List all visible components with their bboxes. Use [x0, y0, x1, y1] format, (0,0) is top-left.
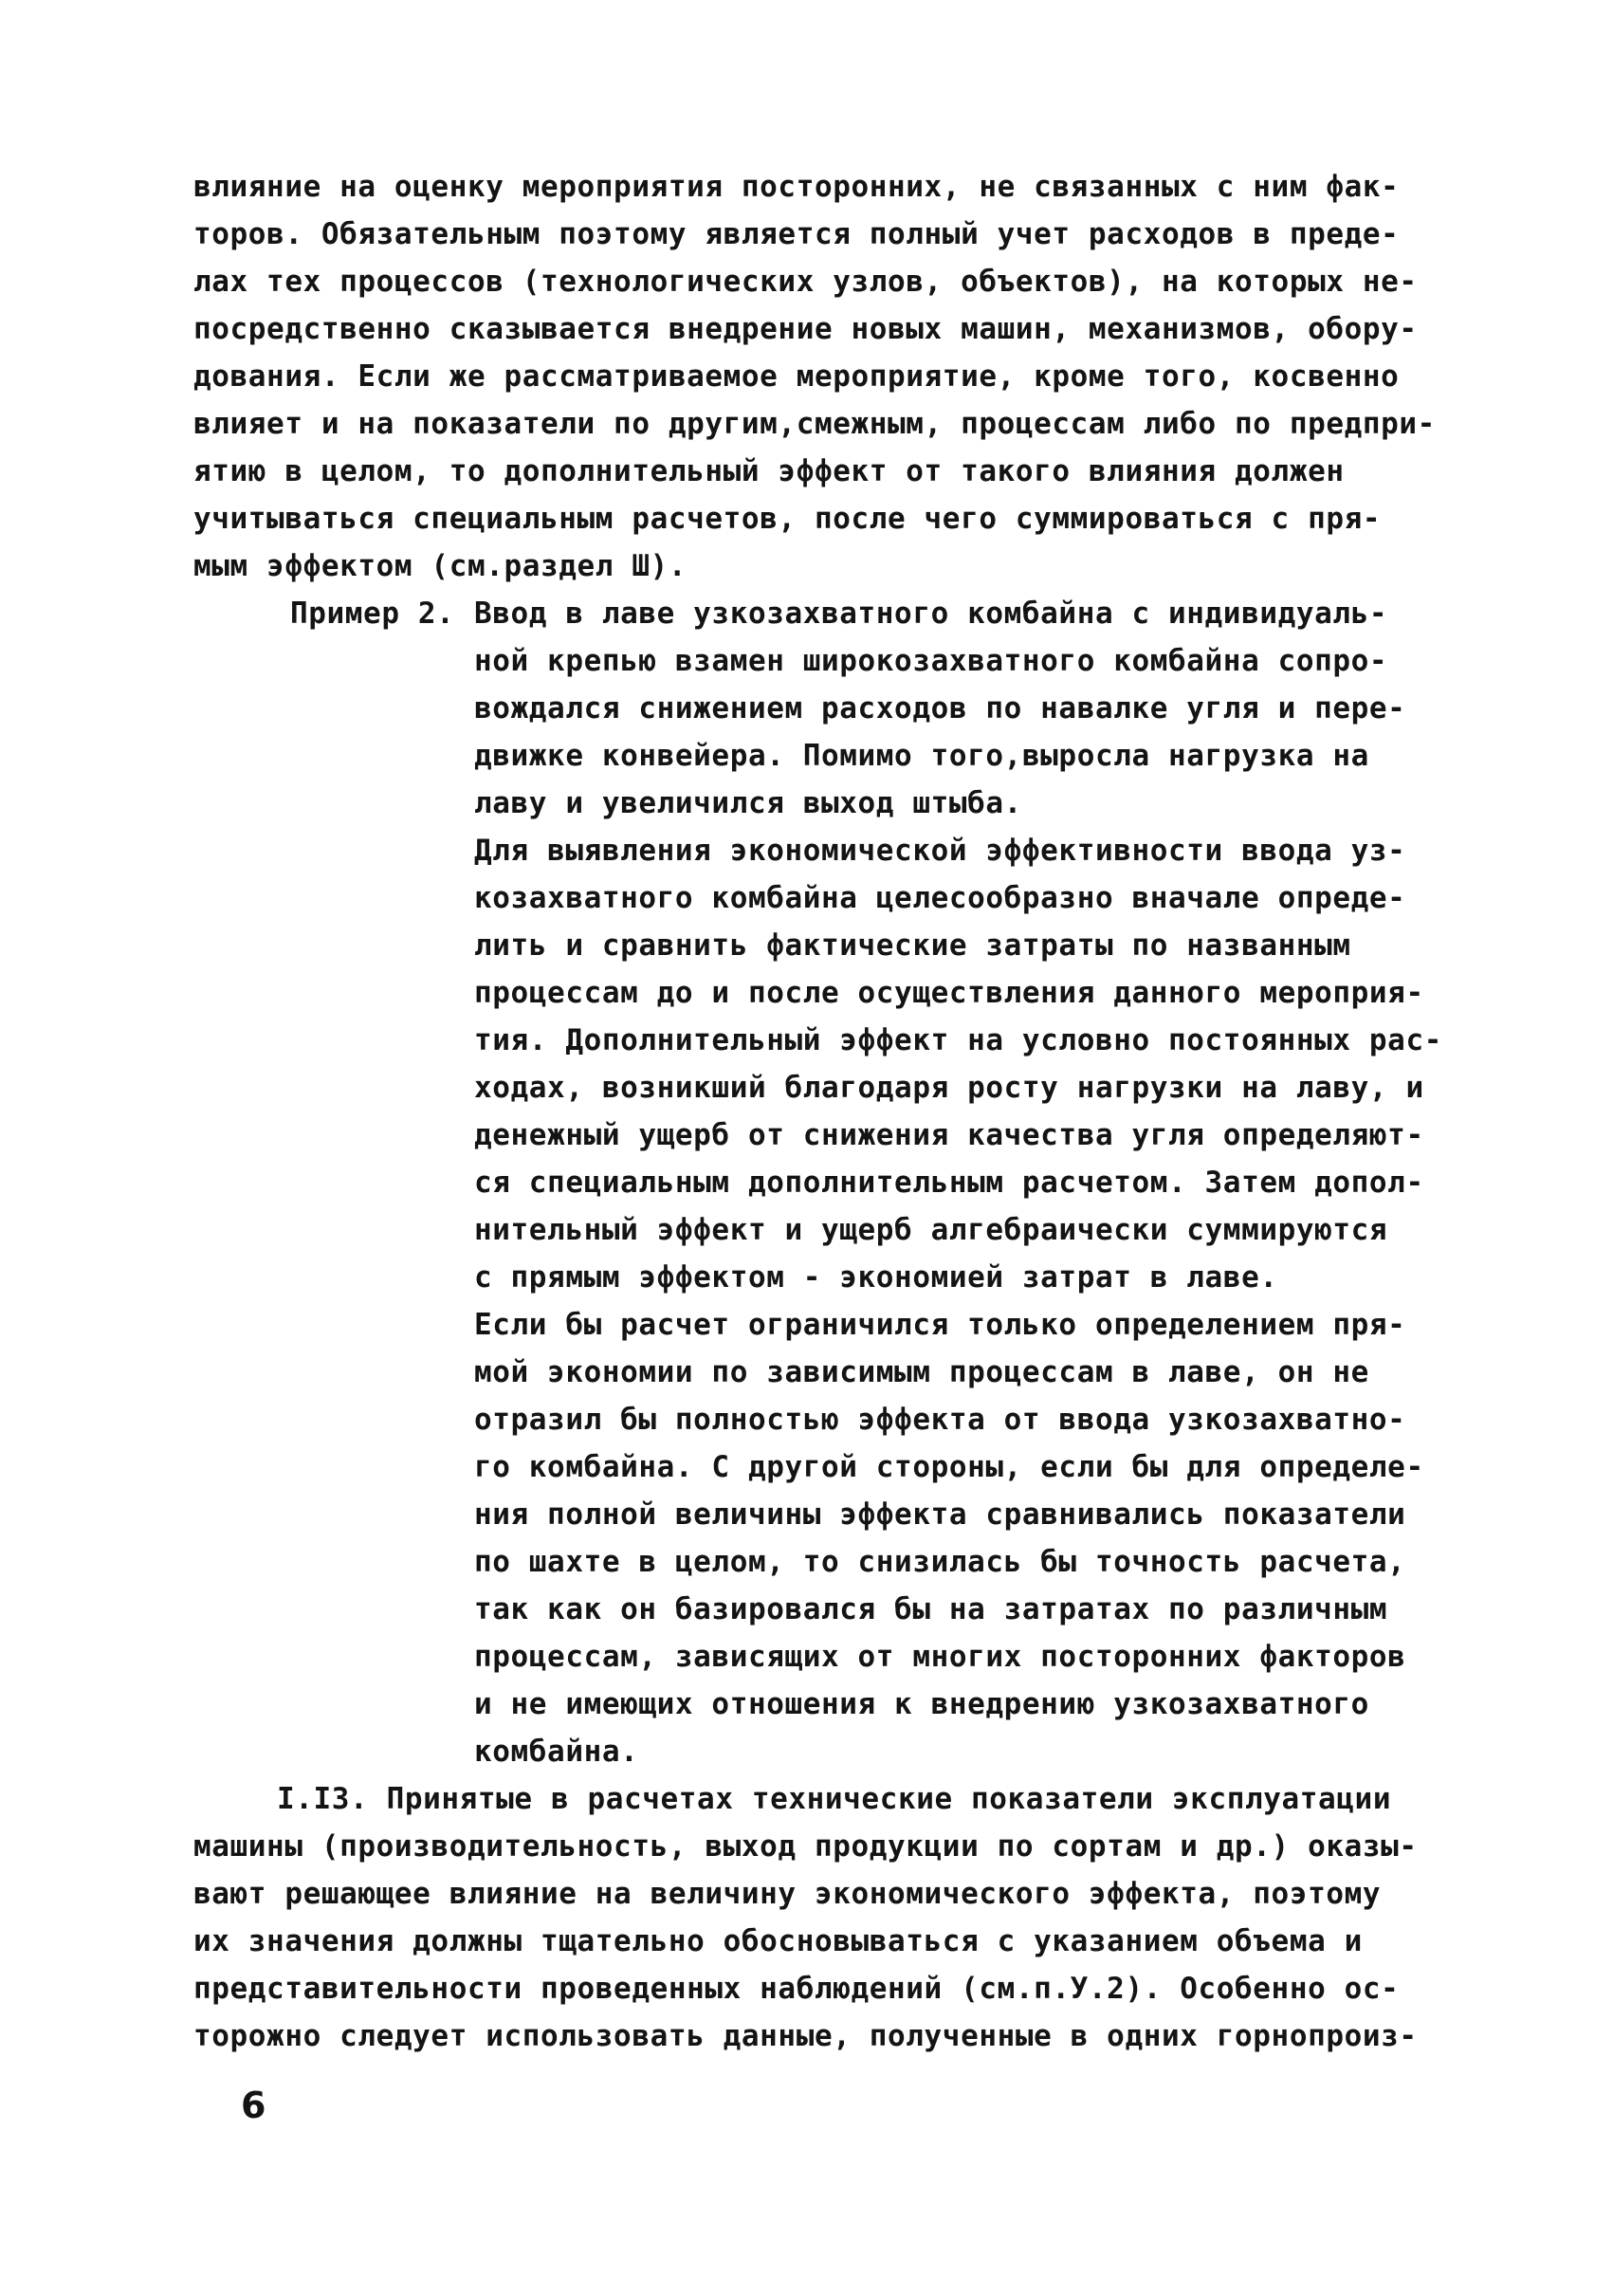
section-line: их значения должны тщательно обосновываться с указанием объема и	[193, 1924, 1363, 1958]
example-line: ходах, возникший благодаря росту нагрузки на лаву, и	[474, 1071, 1424, 1105]
example-line: вождался снижением расходов по навалке угля и пере-	[474, 691, 1406, 726]
example-line: процессам, зависящих от многих посторонних факторов	[474, 1640, 1406, 1674]
example-line: отразил бы полностью эффекта от ввода узкозахватно-	[474, 1403, 1406, 1437]
text-line: влияет и на показатели по другим,смежным, процессам либо по предпри-	[193, 407, 1436, 441]
example-line: Для выявления экономической эффективности ввода уз-	[474, 834, 1406, 868]
example-label: Пример 2.	[290, 597, 455, 631]
example-line: ной крепью взамен широкозахватного комбайна сопро-	[474, 644, 1388, 678]
example-line: ся специальным дополнительным расчетом. Затем допол-	[474, 1166, 1424, 1200]
text-line: лах тех процессов (технологических узлов, объектов), на которых не-	[193, 265, 1418, 299]
text-line: учитываться специальным расчетов, после чего суммироваться с пря-	[193, 502, 1382, 536]
section-line: вают решающее влияние на величину экономического эффекта, поэтому	[193, 1877, 1382, 1911]
example-line: го комбайна. С другой стороны, если бы для определе-	[474, 1450, 1424, 1484]
example-line: Ввод в лаве узкозахватного комбайна с индивидуаль-	[474, 597, 1388, 631]
example-line: лить и сравнить фактические затраты по названным	[474, 928, 1351, 963]
example-line: Если бы расчет ограничился только определением пря-	[474, 1308, 1406, 1342]
section-line: представительности проведенных наблюдений (см.п.У.2). Особенно ос-	[193, 1972, 1400, 2006]
example-line: по шахте в целом, то снизилась бы точность расчета,	[474, 1545, 1406, 1579]
example-line: ния полной величины эффекта сравнивались показатели	[474, 1497, 1406, 1532]
text-line: торов. Обязательным поэтому является полный учет расходов в преде-	[193, 217, 1400, 251]
example-line: так как он базировался бы на затратах по различным	[474, 1592, 1388, 1626]
example-line: денежный ущерб от снижения качества угля определяют-	[474, 1118, 1424, 1152]
example-line: нительный эффект и ущерб алгебраически суммируются	[474, 1213, 1388, 1247]
text-line: посредственно сказывается внедрение новых машин, механизмов, обору-	[193, 312, 1418, 346]
section-line: торожно следует использовать данные, полученные в одних горнопроиз-	[193, 2019, 1418, 2053]
example-line: движке конвейера. Помимо того,выросла нагрузка на	[474, 739, 1369, 773]
page-number: 6	[241, 2085, 266, 2126]
example-line: мой экономии по зависимым процессам в лаве, он не	[474, 1355, 1369, 1389]
example-line: тия. Дополнительный эффект на условно постоянных рас-	[474, 1023, 1442, 1057]
example-line: козахватного комбайна целесообразно вначале опреде-	[474, 881, 1406, 915]
text-line: дования. Если же рассматриваемое мероприятие, кроме того, косвенно	[193, 359, 1400, 394]
example-line: процессам до и после осуществления данного мероприя-	[474, 976, 1424, 1010]
section-line: I.I3. Принятые в расчетах технические показатели эксплуатации	[277, 1782, 1392, 1816]
text-line: мым эффектом (см.раздел Ш).	[193, 549, 687, 583]
section-line: машины (производительность, выход продукции по сортам и др.) оказы-	[193, 1829, 1418, 1864]
example-line: с прямым эффектом - экономией затрат в лаве.	[474, 1260, 1278, 1295]
text-line: влияние на оценку мероприятия посторонних, не связанных с ним фак-	[193, 170, 1400, 204]
example-line: комбайна.	[474, 1735, 639, 1769]
example-line: лаву и увеличился выход штыба.	[474, 786, 1022, 820]
text-line: ятию в целом, то дополнительный эффект от такого влияния должен	[193, 454, 1345, 488]
example-line: и не имеющих отношения к внедрению узкозахватного	[474, 1687, 1369, 1721]
